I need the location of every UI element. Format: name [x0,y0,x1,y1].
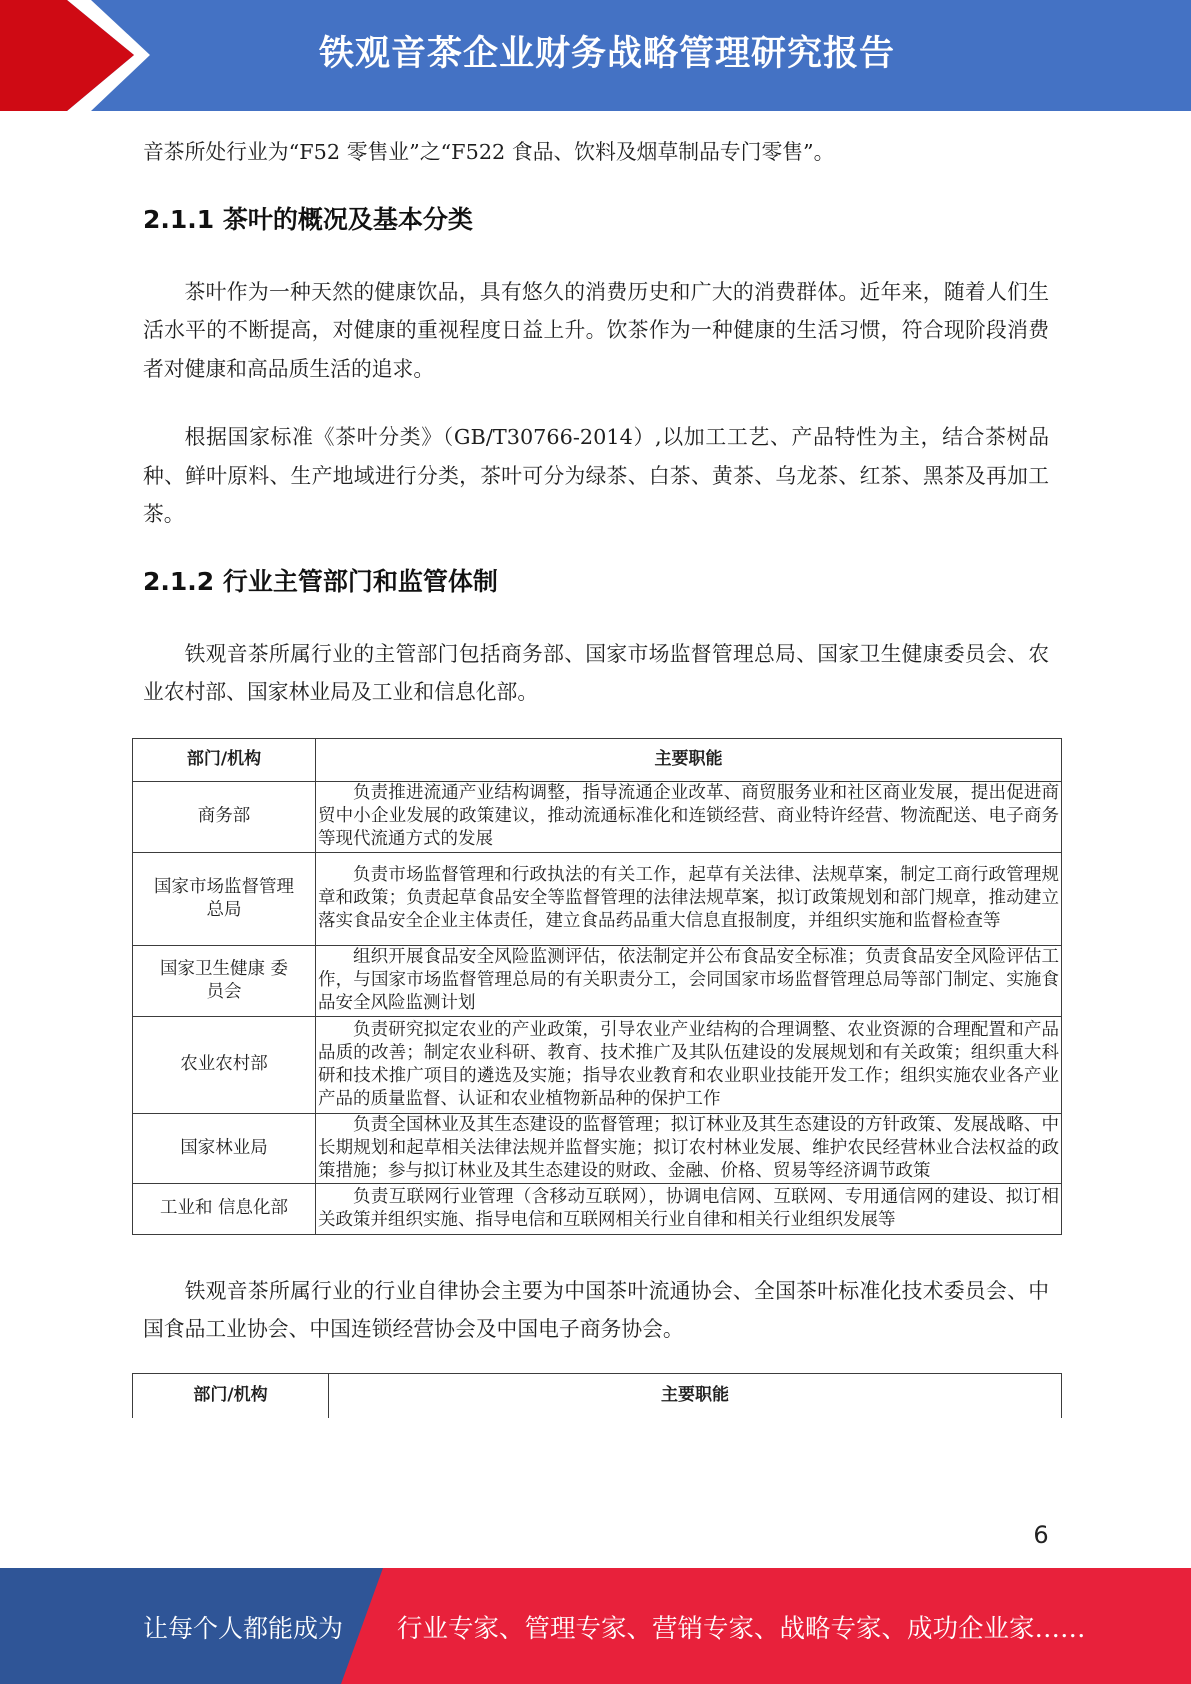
paragraph-tea-overview: 茶叶作为一种天然的健康饮品，具有悠久的消费历史和广大的消费群体。近年来，随着人们生活水平的不断提高，对健康的重视程度日益上升。饮茶作为一种健康的生活习惯，符合现阶段消费者对健康和高品质生活的追求。 [143,279,1049,381]
intro-line: 音茶所处行业为“F52 零售业”之“F522 食品、饮料及烟草制品专门零售”。 [143,140,835,164]
duty-cell: 负责市场监督管理和行政执法的有关工作，起草有关法律、法规草案，制定工商行政管理规 章和政策；负责起草食品安全等监督管理的法律法规草案，拟订政策规划和部门规章，推动建立落实食品安全企业主体责任，建立食品药品重大信息直报制度，并组织实施和监督检查等 [316,852,1062,945]
paragraph-authorities-intro: 铁观音茶所属行业的主管部门包括商务部、国家市场监督管理总局、国家卫生健康委员会、农业农村部、国家林业局及工业和信息化部。 [143,641,1049,704]
table-row [133,852,1062,945]
page-number: 6 [1033,1521,1049,1549]
duty-cell: 负责全国林业及其生态建设的监督管理；拟订林业及其生态建设的方针政策、发展战略、中 长期规划和起草相关法律法规并监督实施；拟订农村林业发展、维护农民经营林业合法权益的政策措施；参与拟订林业及其生态建设的财政、金融、价格、贸易等经济调节政策 [316,1113,1062,1183]
section-heading-2-1-1: 2.1.1 茶叶的概况及基本分类 [143,204,473,234]
dept-cell: 国家卫生健康 委员会 [133,945,316,1016]
duty-cell: 负责推进流通产业结构调整，指导流通企业改革、商贸服务业和社区商业发展，提出促进商 贸中小企业发展的政策建议，推动流通标准化和连锁经营、商业特许经营、物流配送、电子商务等现代流通方式的发展 [316,781,1062,852]
report-title: 铁观音茶企业财务战略管理研究报告 [318,34,895,74]
dept-cell: 国家林业局 [133,1113,316,1183]
authorities-table [132,738,1062,1235]
table-row [133,945,1062,1016]
column-header-dept: 部门/机构 [133,738,316,781]
associations-table [132,1373,1062,1419]
column-header-duties: 主要职能 [316,738,1062,781]
table-row [133,1113,1062,1183]
table-header-row [133,738,1062,781]
dept-cell: 商务部 [133,781,316,852]
page-header [0,0,1191,111]
column-header-duties: 主要职能 [329,1373,1062,1418]
duty-cell: 负责互联网行业管理（含移动互联网），协调电信网、互联网、专用通信网的建设、拟订相 关政策并组织实施、指导电信和互联网相关行业自律和相关行业组织发展等 [316,1183,1062,1234]
table-row [133,1183,1062,1234]
table-row [133,781,1062,852]
duty-cell: 组织开展食品安全风险监测评估，依法制定并公布食品安全标准；负责食品安全风险评估工 作，与国家市场监督管理总局的有关职责分工，会同国家市场监督管理总局等部门制定、实施食品安全风险监测计划 [316,945,1062,1016]
page-content [132,133,1061,1418]
footer-slogan-right: 行业专家、管理专家、营销专家、战略专家、成功企业家…… [397,1614,1086,1644]
section-heading-2-1-2: 2.1.2 行业主管部门和监管体制 [143,566,498,596]
page-footer [0,1568,1191,1684]
dept-cell: 农业农村部 [133,1016,316,1113]
paragraph-associations-intro: 铁观音茶所属行业的行业自律协会主要为中国茶叶流通协会、全国茶叶标准化技术委员会、中国食品工业协会、中国连锁经营协会及中国电子商务协会。 [143,1278,1049,1341]
table-header-row [133,1373,1062,1418]
dept-cell: 国家市场监督管理总局 [133,852,316,945]
duty-cell: 负责研究拟定农业的产业政策，引导农业产业结构的合理调整、农业资源的合理配置和产品 品质的改善；制定农业科研、教育、技术推广及其队伍建设的发展规划和有关政策；组织重大科研和技术推广项目的遴选及实施；指导农业教育和农业职业技能开发工作；组织实施农业各产业产品的质量监督、认证和农业植物新品种的保护工作 [316,1016,1062,1113]
paragraph-tea-classification: 根据国家标准《茶叶分类》（GB/T30766-2014）,以加工工艺、产品特性为主，结合茶树品种、鲜叶原料、生产地域进行分类，茶叶可分为绿茶、白茶、黄茶、乌龙茶、红茶、黑茶及再加工茶。 [143,425,1049,526]
column-header-dept: 部门/机构 [133,1373,329,1418]
footer-slogan-left: 让每个人都能成为 [143,1614,344,1643]
dept-cell: 工业和 信息化部 [133,1183,316,1234]
table-row [133,1016,1062,1113]
